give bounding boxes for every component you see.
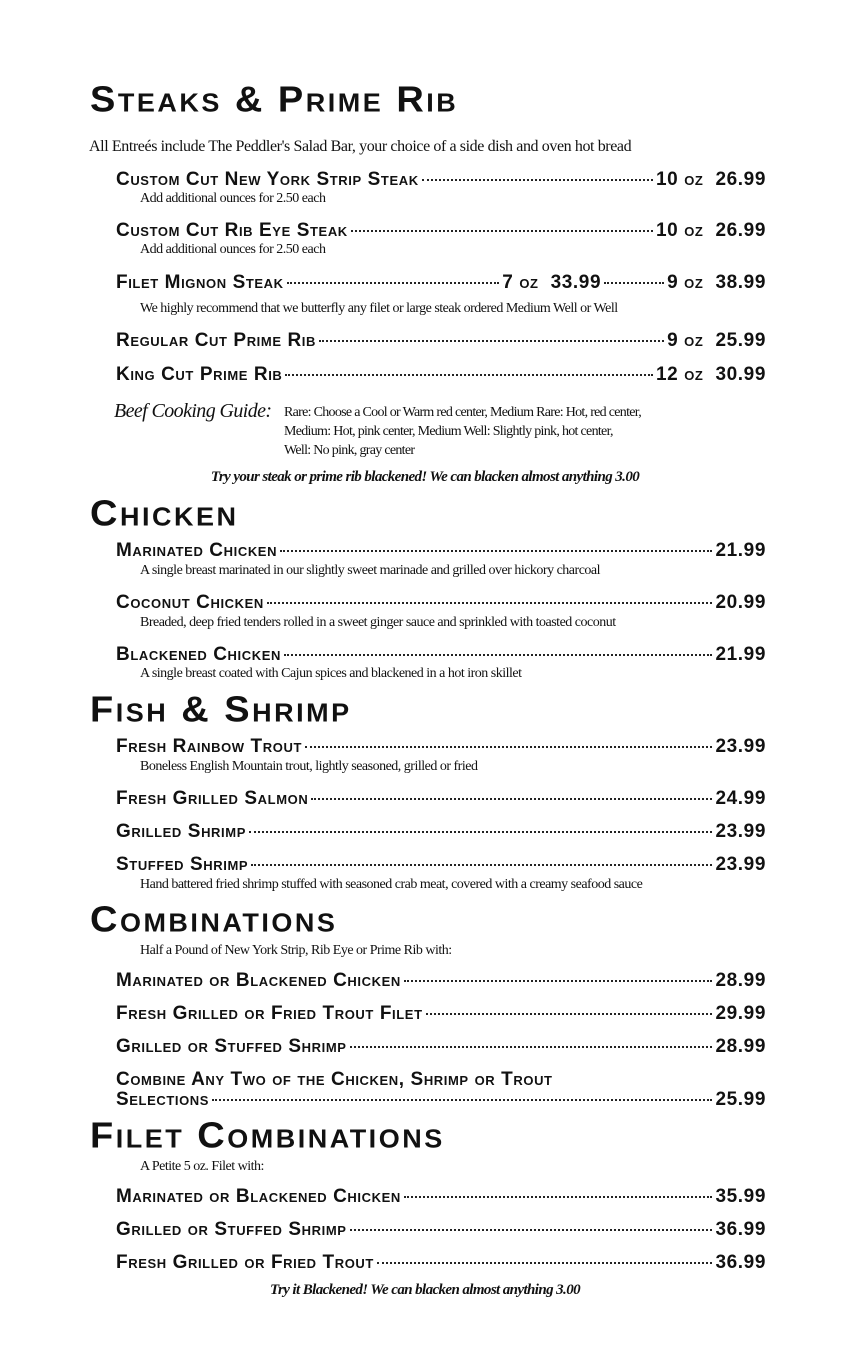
section-title-chicken: Chicken	[90, 494, 239, 534]
menu-item	[116, 788, 766, 810]
item-price: 21.99	[715, 644, 766, 665]
blackened-note: Try your steak or prime rib blackened! We can blacken almost anything 3.00	[210, 469, 640, 485]
section-title-combinations: Combinations	[90, 900, 338, 940]
item-note: Hand battered fried shrimp stuffed with seasoned crab meat, covered with a creamy seafood sauce	[140, 877, 643, 892]
item-note: Add additional ounces for 2.50 each	[140, 191, 326, 206]
cooking-guide-line: Medium: Hot, pink center, Medium Well: Slightly pink, hot center,	[284, 424, 613, 439]
menu-item	[116, 821, 766, 843]
menu-item	[116, 1036, 766, 1058]
section-title-filet-combinations: Filet Combinations	[90, 1116, 445, 1156]
item-price: 25.99	[715, 1089, 766, 1110]
menu-item	[116, 592, 766, 614]
dot-leader	[426, 1013, 713, 1015]
item-price: 20.99	[715, 592, 766, 613]
dot-leader	[251, 864, 712, 866]
menu-item	[116, 220, 766, 242]
menu-item	[116, 1089, 766, 1111]
item-weight-large: 9 oz	[667, 272, 704, 293]
cooking-guide-line: Rare: Choose a Cool or Warm red center, Medium Rare: Hot, red center,	[284, 405, 642, 420]
menu-item	[116, 1252, 766, 1274]
item-name: Stuffed Shrimp	[116, 854, 249, 875]
section-title-steaks: Steaks & Prime Rib	[90, 80, 459, 120]
menu-item	[116, 736, 766, 758]
menu-item	[116, 970, 766, 992]
dot-leader	[284, 654, 712, 656]
menu-item	[116, 169, 766, 191]
dot-leader	[351, 230, 653, 232]
item-name: Marinated or Blackened Chicken	[116, 1186, 401, 1207]
item-name: Marinated or Blackened Chicken	[116, 970, 401, 991]
item-price: 26.99	[715, 220, 766, 241]
menu-item	[116, 540, 766, 562]
cooking-guide-label: Beef Cooking Guide:	[114, 400, 272, 422]
item-price: 36.99	[715, 1219, 766, 1240]
dot-leader	[305, 746, 712, 748]
item-weight: 12 oz	[655, 364, 704, 385]
dot-leader	[212, 1099, 712, 1101]
item-note: Boneless English Mountain trout, lightly seasoned, grilled or fried	[140, 759, 478, 774]
cooking-guide-text	[284, 403, 641, 460]
item-weight: 10 oz	[655, 169, 704, 190]
menu-item	[116, 854, 766, 876]
dot-leader	[267, 602, 713, 604]
menu-item-name-line	[116, 1069, 766, 1091]
item-name: Blackened Chicken	[116, 644, 281, 665]
cooking-guide-line: Well: No pink, gray center	[284, 443, 415, 458]
item-name: Marinated Chicken	[116, 540, 278, 561]
item-note: Breaded, deep fried tenders rolled in a sweet ginger sauce and sprinkled with toasted coconut	[140, 615, 616, 630]
item-price: 33.99	[550, 272, 602, 293]
dot-leader	[604, 282, 664, 284]
item-price: 28.99	[715, 970, 766, 991]
item-name: Fresh Rainbow Trout	[116, 736, 302, 757]
item-weight: 9 oz	[667, 330, 704, 351]
dot-leader	[311, 798, 712, 800]
blackened-note: Try it Blackened! We can blacken almost anything 3.00	[269, 1282, 580, 1298]
steaks-intro: All Entreés include The Peddler's Salad Bar, your choice of a side dish and oven hot bread	[89, 138, 632, 155]
dot-leader	[280, 550, 712, 552]
item-name: King Cut Prime Rib	[116, 364, 283, 385]
section-intro: Half a Pound of New York Strip, Rib Eye or Prime Rib with:	[140, 943, 452, 958]
dot-leader	[350, 1229, 713, 1231]
menu-item	[116, 644, 766, 666]
dot-leader	[404, 1196, 713, 1198]
item-price: 24.99	[715, 788, 766, 809]
dot-leader	[350, 1046, 713, 1048]
menu-item	[116, 1219, 766, 1241]
item-name: Grilled or Stuffed Shrimp	[116, 1036, 347, 1057]
item-note: Add additional ounces for 2.50 each	[140, 242, 326, 257]
item-note: A single breast coated with Cajun spices and blackened in a hot iron skillet	[140, 666, 522, 681]
menu-item	[116, 330, 766, 352]
item-price: 26.99	[715, 169, 766, 190]
item-name: Grilled or Stuffed Shrimp	[116, 1219, 347, 1240]
item-name: Selections	[116, 1089, 210, 1110]
item-name: Fresh Grilled Salmon	[116, 788, 309, 809]
item-price: 36.99	[715, 1252, 766, 1273]
item-name: Fresh Grilled or Fried Trout	[116, 1252, 374, 1273]
dot-leader	[377, 1262, 712, 1264]
item-name: Fresh Grilled or Fried Trout Filet	[116, 1003, 423, 1024]
item-price: 25.99	[715, 330, 766, 351]
item-name: Coconut Chicken	[116, 592, 264, 613]
item-price: 23.99	[715, 736, 766, 757]
item-price: 35.99	[715, 1186, 766, 1207]
item-note: We highly recommend that we butterfly any filet or large steak ordered Medium Well or Well	[140, 301, 618, 316]
dot-leader	[249, 831, 712, 833]
menu-item	[116, 364, 766, 386]
dot-leader	[422, 179, 653, 181]
item-name: Custom Cut New York Strip Steak	[116, 169, 419, 190]
dot-leader	[287, 282, 500, 284]
item-name: Regular Cut Prime Rib	[116, 330, 316, 351]
item-weight: 10 oz	[655, 220, 704, 241]
item-price: 30.99	[715, 364, 766, 385]
item-price: 29.99	[715, 1003, 766, 1024]
item-name: Grilled Shrimp	[116, 821, 246, 842]
section-title-fish-shrimp: Fish & Shrimp	[90, 690, 352, 730]
item-price: 23.99	[715, 854, 766, 875]
dot-leader	[285, 374, 653, 376]
menu-item	[116, 1003, 766, 1025]
dot-leader	[404, 980, 713, 982]
item-weight: 7 oz	[502, 272, 539, 293]
menu-item	[116, 272, 766, 294]
item-name: Filet Mignon Steak	[116, 272, 284, 293]
dot-leader	[319, 340, 664, 342]
item-price: 21.99	[715, 540, 766, 561]
item-note: A single breast marinated in our slightly sweet marinade and grilled over hickory charcoal	[140, 563, 601, 578]
section-intro: A Petite 5 oz. Filet with:	[140, 1159, 264, 1174]
menu-item	[116, 1186, 766, 1208]
item-price: 23.99	[715, 821, 766, 842]
item-name: Custom Cut Rib Eye Steak	[116, 220, 348, 241]
item-price-large: 38.99	[715, 272, 766, 293]
item-name: Combine Any Two of the Chicken, Shrimp or Trout	[116, 1069, 553, 1090]
item-price: 28.99	[715, 1036, 766, 1057]
